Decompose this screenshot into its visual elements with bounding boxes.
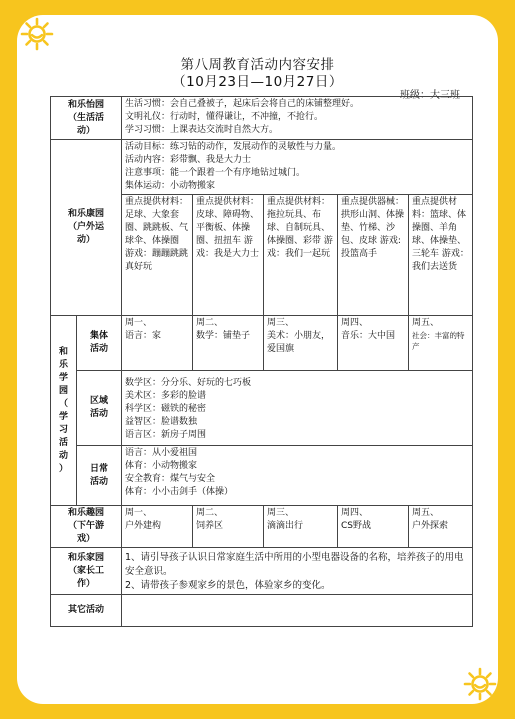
study-header: 和 乐 学 园 （ 学 习 活 动 ） [51, 316, 77, 506]
page-subtitle: （10月23日—10月27日） [172, 74, 343, 90]
schedule-table [50, 96, 473, 627]
fun-mon: 周一、 户外建构 [122, 506, 193, 548]
daily-activity-content: 语言：从小爱祖国 体育：小动物搬家 安全教育：煤气与安全 体育：小小击剑手（体操） [122, 446, 473, 506]
life-content: 生活习惯：会自己叠被子，起床后会将自己的床铺整理好。 文明礼仪：行动时，懂得谦让，不冲撞，不抢行。 学习习惯：上课表达交流时自然大方。 [122, 97, 473, 140]
group-activity-header: 集体 活动 [77, 316, 122, 371]
other-content [122, 595, 473, 627]
health-goals: 活动目标：练习钻的动作，发展动作的灵敏性与力量。 活动内容：彩带飘、我是大力士 注意事项：能一个跟着一个有序地钻过城门。 集体运动：小动物搬家 [122, 140, 473, 195]
home-row [51, 548, 473, 595]
study-daily-row [51, 446, 473, 506]
health-material-wed: 重点提供材料：拖拉玩具、布球、自制玩具、体操圈、彩带 游戏：我们一起玩 [264, 195, 338, 316]
fun-tue: 周二、 饲养区 [193, 506, 264, 548]
life-header: 和乐怡园 （生活活 动） [51, 97, 122, 140]
group-activity-mon: 周一、 语言：家 [122, 316, 193, 371]
health-material-mon: 重点提供材料：足球、大象套圈、跳跳板、气球伞、体操圈 游戏：蹦蹦跳跳真好玩 [122, 195, 193, 316]
health-row [51, 140, 473, 195]
group-activity-fri: 周五、 社会：丰富的特产 [409, 316, 473, 371]
page-title: 第八周教育活动内容安排 [180, 57, 335, 73]
study-group-row [51, 316, 473, 371]
health-material-fri: 重点提供材料：篮球、体操圈、羊角球、体操垫、三轮车 游戏：我们去送货 [409, 195, 473, 316]
fun-row [51, 506, 473, 548]
home-header: 和乐家园 （家长工 作） [51, 548, 122, 595]
area-activity-content: 数学区：分分乐、好玩的七巧板 美术区：多彩的脸谱 科学区：磁铁的秘密 益智区：脸谱数独 语言区：新房子周围 [122, 371, 473, 446]
daily-activity-header: 日常 活动 [77, 446, 122, 506]
study-area-row [51, 371, 473, 446]
fun-thu: 周四、 CS野战 [338, 506, 409, 548]
health-material-thu: 重点提供器械：拱形山洞、体操垫、竹梯、沙包、皮球 游戏:投篮高手 [338, 195, 409, 316]
group-activity-wed: 周三、 美术：小朋友，爱国旗 [264, 316, 338, 371]
health-header: 和乐康园 （户外运 动） [51, 140, 122, 316]
life-row [51, 97, 473, 140]
sun-icon [20, 17, 54, 51]
other-header: 其它活动 [51, 595, 122, 627]
home-content: 1、请引导孩子认识日常家庭生活中所用的小型电器设备的名称，培养孩子的用电安全意识。 2、请带孩子参观家乡的景色，体验家乡的变化。 [122, 548, 473, 595]
sun-icon [463, 667, 497, 701]
health-material-tue: 重点提供材料：皮球、障碍物、平衡板、体操圈、扭扭车 游戏：我是大力士 [193, 195, 264, 316]
fun-wed: 周三、 滴滴出行 [264, 506, 338, 548]
group-activity-thu: 周四、 音乐：大中国 [338, 316, 409, 371]
group-activity-tue: 周二、 数学：铺垫子 [193, 316, 264, 371]
fun-fri: 周五、 户外探索 [409, 506, 473, 548]
other-row [51, 595, 473, 627]
area-activity-header: 区域 活动 [77, 371, 122, 446]
class-label: 班级：大三班 [400, 90, 460, 101]
fun-header: 和乐趣园 （下午游 戏） [51, 506, 122, 548]
